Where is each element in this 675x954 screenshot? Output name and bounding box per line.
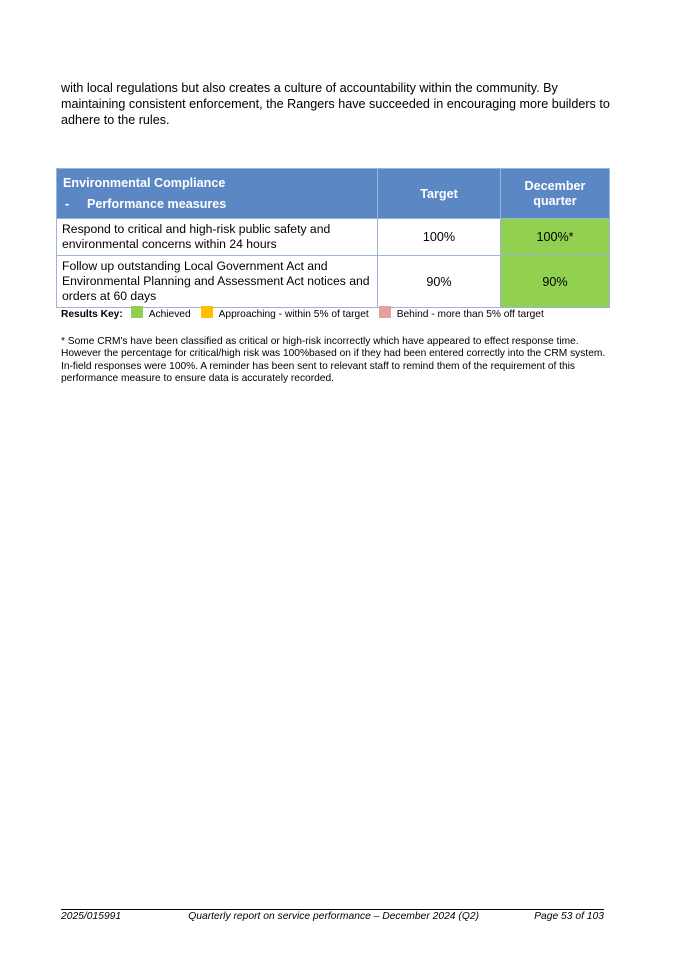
footnote: * Some CRM's have been classified as critical or high-risk incorrectly which have appeared to effect response time. However the percentage for critical/high risk was 100%based on if they had been entered correctly into the CRM system. In-field responses were 100%. A reminder has been sent to relevant staff to remind them of the requirement of this performance measure to ensure data is accurately recorded.	[61, 336, 606, 385]
behind-label: Behind - more than 5% off target	[396, 308, 544, 320]
approaching-label: Approaching - within 5% of target	[218, 308, 369, 320]
header-target: Target	[378, 169, 501, 219]
measure-cell: Respond to critical and high-risk public safety and environmental concerns within 24 hours	[57, 219, 378, 256]
target-cell: 90%	[378, 256, 501, 308]
results-key	[61, 308, 554, 320]
footer-divider	[61, 909, 604, 910]
target-cell: 100%	[378, 219, 501, 256]
footer-page-number: Page 53 of 103	[534, 911, 604, 922]
intro-paragraph: with local regulations but also creates a culture of accountability within the community. By maintaining consistent enforcement, the Rangers have succeeded in encouraging more builders to adhere to the rules.	[61, 81, 610, 127]
result-cell: 100%*	[501, 219, 610, 256]
header-subtitle	[63, 196, 371, 212]
behind-swatch	[379, 306, 391, 318]
header-december-quarter: December quarter	[501, 169, 610, 219]
achieved-label: Achieved	[148, 308, 191, 320]
table-header-row	[57, 169, 610, 219]
footer-title: Quarterly report on service performance – December 2024 (Q2)	[188, 911, 479, 922]
header-dash: -	[65, 197, 70, 211]
results-key-label: Results Key:	[61, 308, 123, 320]
header-measure-cell	[57, 169, 378, 219]
table-row	[57, 219, 610, 256]
performance-table	[56, 168, 610, 308]
header-subtitle-text: Performance measures	[87, 197, 227, 211]
achieved-swatch	[131, 306, 143, 318]
header-title: Environmental Compliance	[63, 176, 226, 190]
approaching-swatch	[201, 306, 213, 318]
page-footer	[61, 911, 604, 922]
measure-cell: Follow up outstanding Local Government Act and Environmental Planning and Assessment Act notices and orders at 60 days	[57, 256, 378, 308]
table-row	[57, 256, 610, 308]
result-cell: 90%	[501, 256, 610, 308]
footer-doc-id: 2025/015991	[61, 911, 122, 922]
